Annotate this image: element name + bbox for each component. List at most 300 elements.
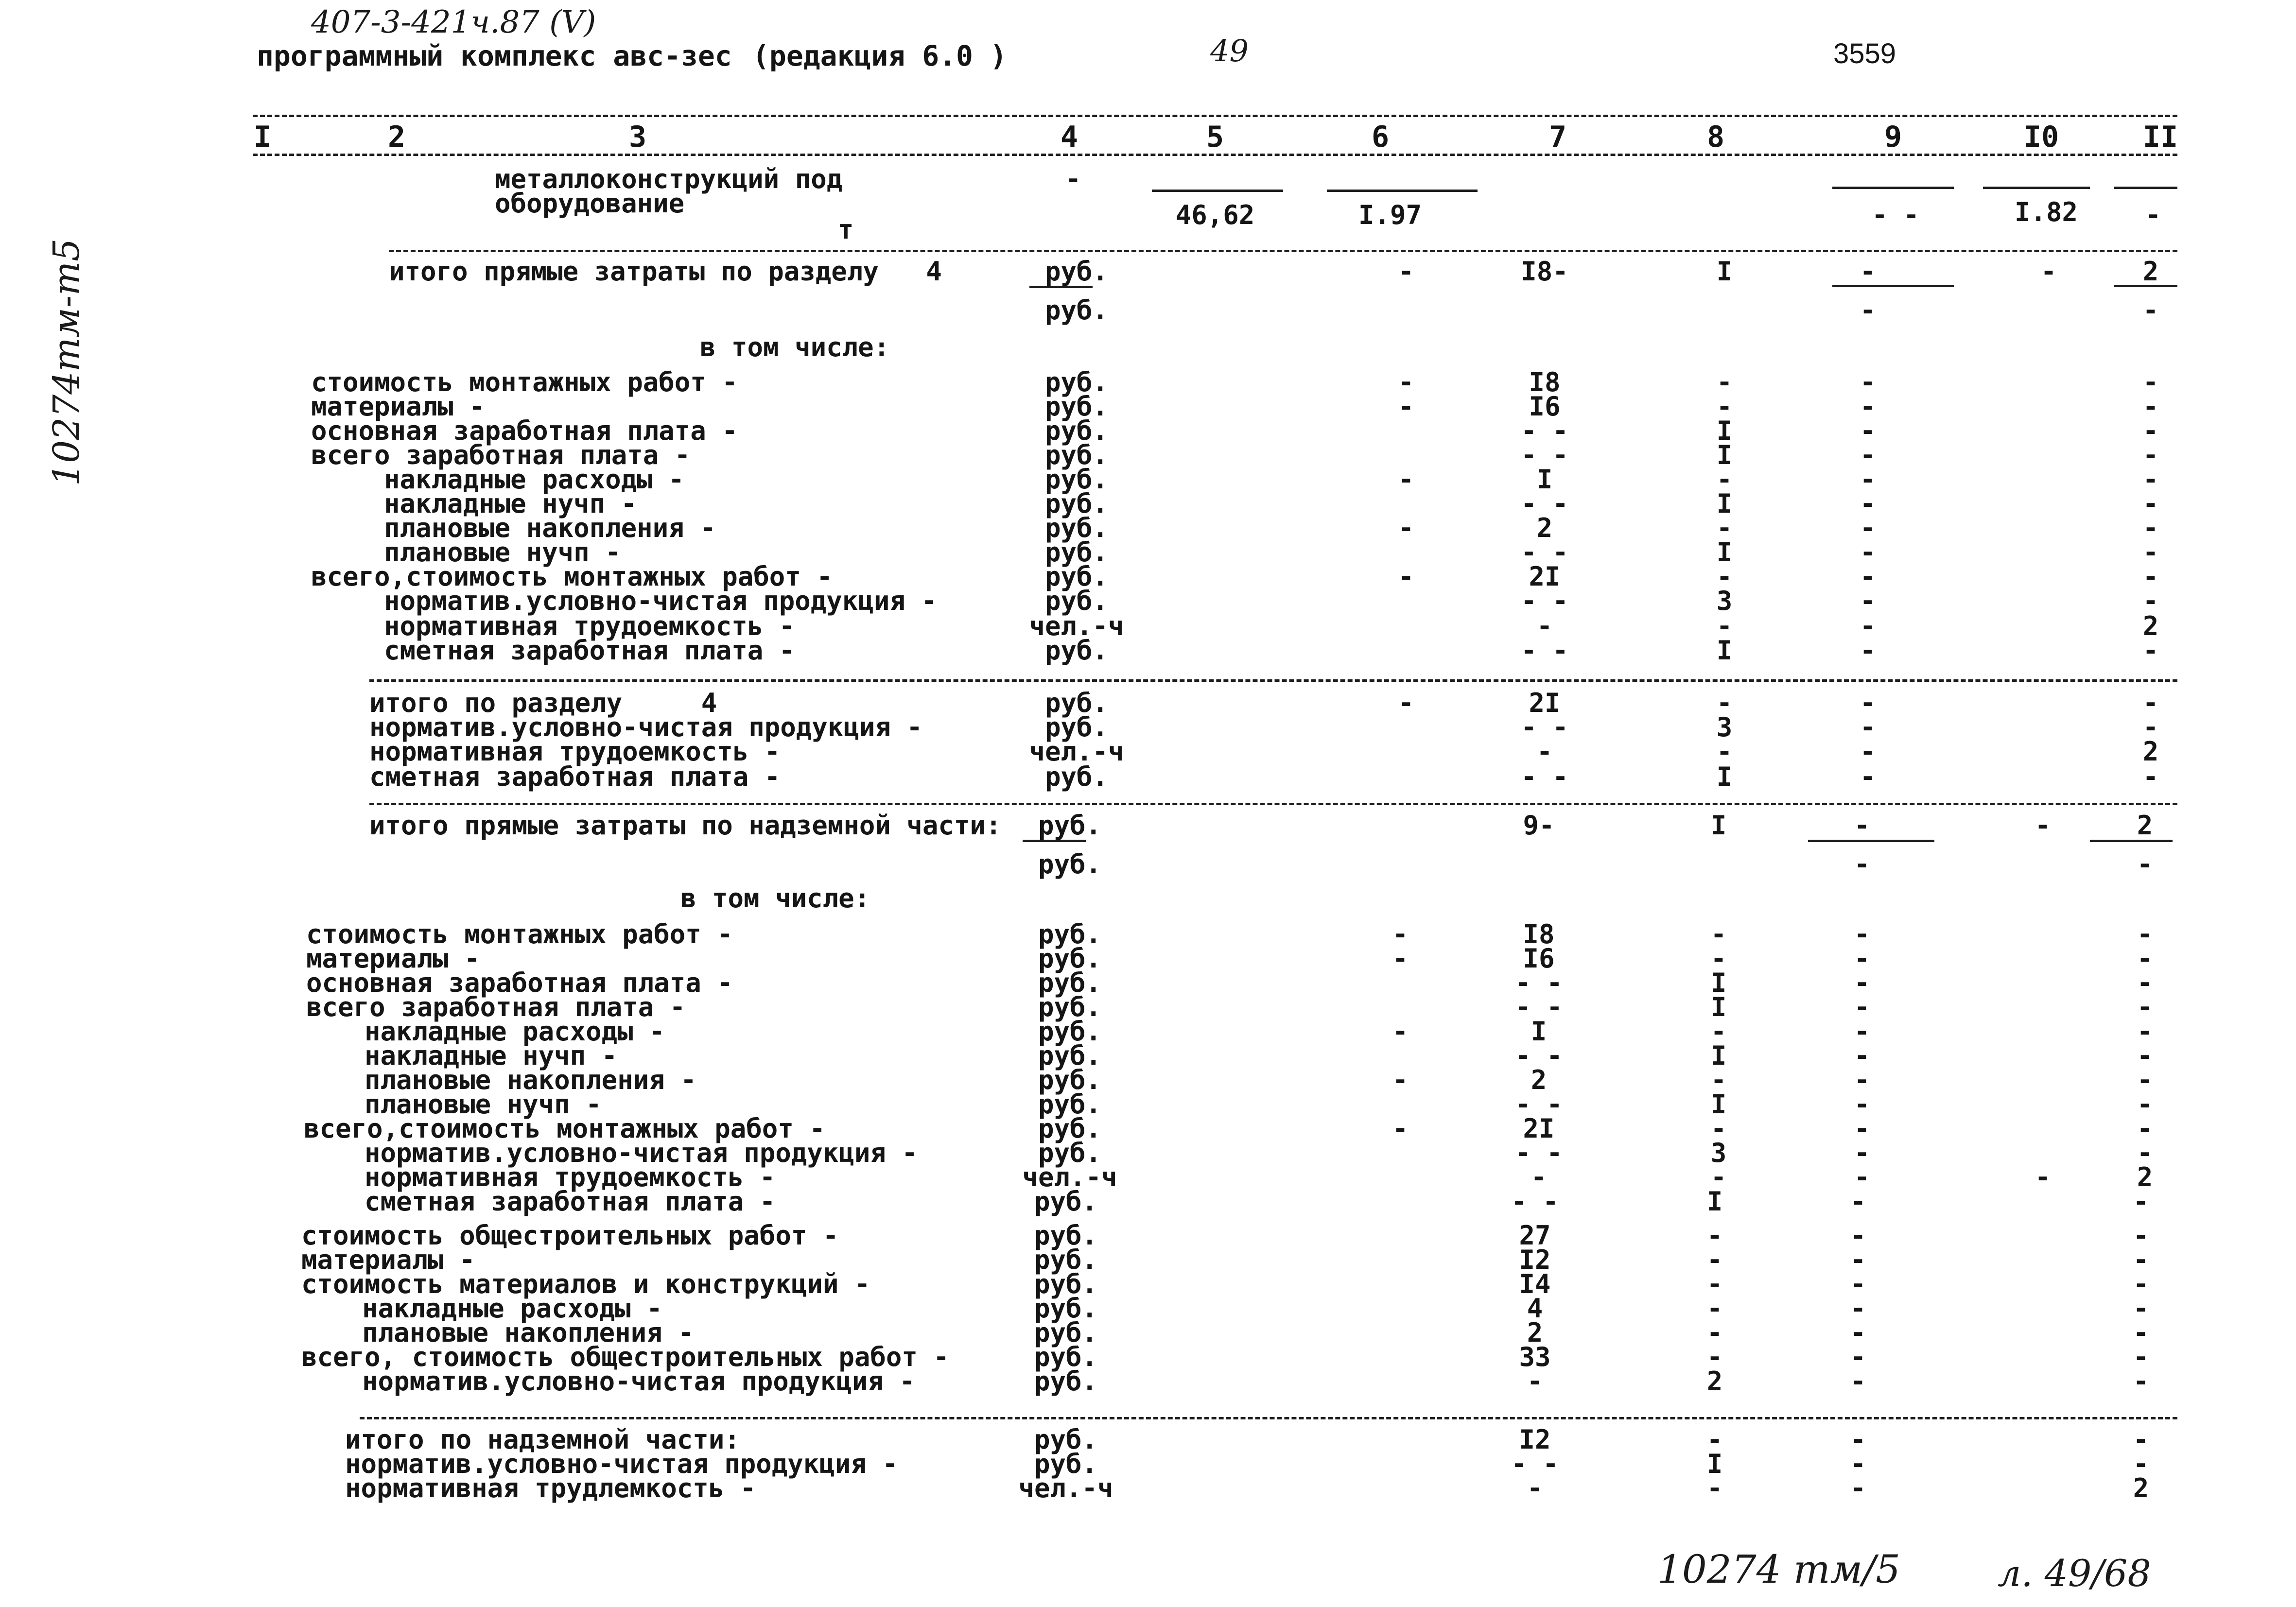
column-number-6: 6 xyxy=(1371,120,1390,154)
row-value-col8: I xyxy=(1710,1040,1727,1071)
row-value-col8: - xyxy=(1706,1269,1723,1299)
row-value-col8: - xyxy=(1710,1113,1727,1144)
row-value-col8: I xyxy=(1710,1089,1727,1120)
row-value-col8: I xyxy=(1716,537,1733,568)
row-unit: руб. xyxy=(1038,849,1102,880)
row-value-col11: - xyxy=(2133,1269,2149,1299)
row-unit: руб. xyxy=(1038,1113,1102,1144)
row-unit: руб. xyxy=(1034,1342,1098,1372)
row-value-col8: - xyxy=(1716,688,1733,718)
row-value-col11: 2 xyxy=(2137,1162,2153,1192)
row-label: сметная заработная плата - xyxy=(365,1186,776,1217)
row-value-col8: - xyxy=(1710,919,1727,950)
row-value-col9: - xyxy=(1860,513,1876,543)
row-value-col11: - xyxy=(2142,688,2159,718)
row-value-col9: - xyxy=(1860,761,1876,792)
row-value-col11: - xyxy=(2142,391,2159,422)
row-value-col11: - xyxy=(2142,561,2159,592)
row-value-col9: - xyxy=(1854,1138,1870,1168)
row-value-col6: - xyxy=(1392,1113,1409,1144)
row-value-col9: - xyxy=(1860,256,1876,287)
row-unit: руб. xyxy=(1034,1220,1098,1251)
row-value-col7: 4 xyxy=(1527,1293,1543,1324)
row-value-col8: - xyxy=(1710,943,1727,974)
row-value-col8: I xyxy=(1716,635,1733,666)
row-label: плановые нучп - xyxy=(384,537,621,568)
row-value-col9: - xyxy=(1854,1113,1870,1144)
row-label: стоимость материалов и конструкций - xyxy=(301,1269,870,1299)
row-unit: руб. xyxy=(1034,1293,1098,1324)
row-value-col8: - xyxy=(1716,611,1733,641)
row-value-col9: - xyxy=(1850,1220,1866,1251)
top-block-label-2: оборудование xyxy=(495,188,685,219)
row-label: нормативная трудоемкость - xyxy=(369,736,781,767)
row-value-col7: 9- xyxy=(1523,810,1555,841)
top-block-col6: I.97 xyxy=(1358,200,1422,230)
row-value-col8: - xyxy=(1706,1220,1723,1251)
separator-section-4-total xyxy=(369,679,2177,682)
row-value-col9: - xyxy=(1860,611,1876,641)
row-unit: руб. xyxy=(1044,391,1109,422)
row-value-col7: - - xyxy=(1515,992,1563,1022)
row-unit: руб. xyxy=(1038,1089,1102,1120)
row-value-col9: - xyxy=(1860,415,1876,446)
row-label: всего,стоимость монтажных работ - xyxy=(311,561,833,592)
row-value-col9: - xyxy=(1860,736,1876,767)
row-unit: чел.-ч xyxy=(1029,736,1124,767)
column-number-10: I0 xyxy=(2023,120,2059,154)
row-label: накладные нучп - xyxy=(365,1040,618,1071)
row-value-col11: - xyxy=(2137,943,2153,974)
row-value-col9: - xyxy=(1850,1424,1866,1455)
row-label: норматив.условно-чистая продукция - xyxy=(369,712,922,743)
row-value-col11: - xyxy=(2142,761,2159,792)
row-value-col7: - - xyxy=(1521,537,1568,568)
row-value-col8: - xyxy=(1716,736,1733,767)
row-unit: руб. xyxy=(1034,1317,1098,1348)
row-value-col11: 2 xyxy=(2142,736,2159,767)
row-value-col7: - - xyxy=(1521,761,1568,792)
column-number-5: 5 xyxy=(1206,120,1224,154)
row-value-col8: I xyxy=(1716,488,1733,519)
row-value-col10: - xyxy=(2040,256,2057,287)
row-label: накладные расходы - xyxy=(365,1016,665,1047)
row-value-col9: - xyxy=(1860,635,1876,666)
row-value-col9: - xyxy=(1854,849,1870,880)
row-label: норматив.условно-чистая продукция - xyxy=(362,1366,915,1397)
column-number-4: 4 xyxy=(1060,120,1078,154)
row-value-col11: - xyxy=(2137,919,2153,950)
column-number-2: 2 xyxy=(387,120,406,154)
row-value-col11: - xyxy=(2137,1138,2153,1168)
row-value-col8: - xyxy=(1710,1016,1727,1047)
row-value-col9: - xyxy=(1850,1366,1866,1397)
row-label: основная заработная плата - xyxy=(306,968,733,998)
row-value-col11: - xyxy=(2142,635,2159,666)
row-unit: руб. xyxy=(1038,1040,1102,1071)
row-value-col7: 2 xyxy=(1536,513,1553,543)
row-label: сметная заработная плата - xyxy=(384,635,795,666)
row-value-col8: - xyxy=(1716,391,1733,422)
separator-aboveground-part xyxy=(360,1417,2177,1419)
row-value-col7: I2 xyxy=(1519,1424,1551,1455)
row-value-col8: I xyxy=(1706,1186,1723,1217)
row-value-col8: 2 xyxy=(1706,1366,1723,1397)
row-value-col11: - xyxy=(2133,1449,2149,1479)
row-value-col8: - xyxy=(1710,1065,1727,1095)
row-value-col11: - xyxy=(2137,1065,2153,1095)
row-value-col9: - xyxy=(1860,464,1876,495)
row-unit: руб. xyxy=(1034,1366,1098,1397)
row-value-col7: - xyxy=(1536,736,1553,767)
row-value-col7: I8 xyxy=(1529,367,1561,397)
row-value-col6: - xyxy=(1398,256,1414,287)
row-value-col11: - xyxy=(2137,992,2153,1022)
row-value-col11: 2 xyxy=(2133,1473,2149,1503)
top-block-col4-dash: - xyxy=(1065,164,1081,194)
row-label: стоимость монтажных работ - xyxy=(311,367,738,397)
row-unit: руб. xyxy=(1034,1244,1098,1275)
row-value-col8: I xyxy=(1716,415,1733,446)
row-unit: руб. xyxy=(1044,561,1109,592)
document-number: 3559 xyxy=(1833,38,1896,69)
row-value-col11: - xyxy=(2133,1293,2149,1324)
row-value-col11: - xyxy=(2142,415,2159,446)
row-value-col7: I6 xyxy=(1529,391,1561,422)
top-block-rule-col10 xyxy=(1983,187,2090,189)
row-value-col7: - xyxy=(1531,1162,1547,1192)
row-value-col7: - - xyxy=(1521,488,1568,519)
row-label: норматив.условно-чистая продукция - xyxy=(384,586,937,616)
separator-section-4-top xyxy=(389,250,2177,252)
row-value-col6: - xyxy=(1392,1065,1409,1095)
row-value-col9: - xyxy=(1854,1162,1870,1192)
row-label: нормативная трудоемкость - xyxy=(365,1162,776,1192)
row-value-col9: - xyxy=(1850,1269,1866,1299)
row-value-col11: 2 xyxy=(2142,611,2159,641)
top-block-col9: - - xyxy=(1872,200,1919,230)
row-label: материалы - xyxy=(306,943,480,974)
row-value-col9: - xyxy=(1860,295,1876,326)
row-unit: чел.-ч xyxy=(1029,611,1124,641)
row-value-col9: - xyxy=(1860,537,1876,568)
row-value-col7: - - xyxy=(1521,712,1568,743)
row-value-col7: - - xyxy=(1511,1449,1559,1479)
row-value-col8: I xyxy=(1706,1449,1723,1479)
row-value-col6: - xyxy=(1398,513,1414,543)
row-value-col9: - xyxy=(1854,1089,1870,1120)
row-value-col7: I8- xyxy=(1521,256,1568,287)
row-unit: руб. xyxy=(1044,488,1109,519)
column-number-1: I xyxy=(253,120,272,154)
row-value-col7: - - xyxy=(1515,1138,1563,1168)
row-value-col7: 2 xyxy=(1531,1065,1547,1095)
row-label: плановые накопления - xyxy=(362,1317,694,1348)
row-unit: руб. xyxy=(1034,1424,1098,1455)
row-label: накладные нучп - xyxy=(384,488,637,519)
row-unit: руб. xyxy=(1044,688,1109,718)
row-value-col8: - xyxy=(1706,1244,1723,1275)
row-value-col7: - - xyxy=(1515,968,1563,998)
row-value-col11: - xyxy=(2142,367,2159,397)
row-unit: руб. xyxy=(1038,968,1102,998)
row-value-col11: - xyxy=(2133,1220,2149,1251)
row-value-col9: - xyxy=(1854,810,1870,841)
row-value-col11: 2 xyxy=(2142,256,2159,287)
row-label: накладные расходы - xyxy=(362,1293,662,1324)
row-value-col11: - xyxy=(2137,968,2153,998)
row-unit: руб. xyxy=(1044,256,1109,287)
row-value-col10: - xyxy=(2035,1162,2051,1192)
row-value-col9: - xyxy=(1860,586,1876,616)
underline-r20-col11 xyxy=(2090,840,2173,842)
row-value-col7: I xyxy=(1531,1016,1547,1047)
column-number-11: II xyxy=(2142,120,2178,154)
header-rule-top xyxy=(253,115,2177,117)
top-block-label-1: металлоконструкций под xyxy=(495,164,843,194)
footer-album-code: 10274 тм/5 xyxy=(1657,1547,1900,1592)
row-value-col9: - xyxy=(1854,943,1870,974)
row-unit: руб. xyxy=(1038,1016,1102,1047)
column-number-9: 9 xyxy=(1884,120,1902,154)
row-value-col7: I2 xyxy=(1519,1244,1551,1275)
row-value-col8: - xyxy=(1706,1317,1723,1348)
row-value-col7: 2I xyxy=(1529,688,1561,718)
row-unit: руб. xyxy=(1034,1186,1098,1217)
row-label: итого прямые затраты по надземной части: xyxy=(369,810,1002,841)
row-label: всего заработная плата - xyxy=(311,440,691,470)
margin-note: 10274тм-т5 xyxy=(46,238,87,486)
row-label: в том числе: xyxy=(700,332,890,363)
top-block-rule-col6 xyxy=(1327,190,1478,192)
row-value-col8: I xyxy=(1710,810,1727,841)
row-value-col9: - xyxy=(1850,1342,1866,1372)
row-value-col9: - xyxy=(1854,919,1870,950)
row-label: сметная заработная плата - xyxy=(369,761,781,792)
row-label: итого прямые затраты по разделу 4 xyxy=(389,256,942,287)
row-value-col11: - xyxy=(2133,1317,2149,1348)
row-value-col8: I xyxy=(1710,968,1727,998)
row-unit: руб. xyxy=(1044,415,1109,446)
row-value-col7: - - xyxy=(1521,415,1568,446)
row-value-col11: - xyxy=(2133,1186,2149,1217)
row-value-col11: - xyxy=(2137,849,2153,880)
row-value-col8: 3 xyxy=(1716,586,1733,616)
row-label: нормативная трудоемкость - xyxy=(384,611,795,641)
row-value-col7: - - xyxy=(1515,1089,1563,1120)
row-value-col10: - xyxy=(2035,810,2051,841)
top-block-rule-col5 xyxy=(1152,190,1283,192)
row-value-col6: - xyxy=(1392,943,1409,974)
row-value-col11: - xyxy=(2133,1342,2149,1372)
row-unit: руб. xyxy=(1038,919,1102,950)
row-value-col9: - xyxy=(1860,440,1876,470)
row-value-col9: - xyxy=(1850,1449,1866,1479)
row-value-col11: - xyxy=(2133,1244,2149,1275)
row-value-col9: - xyxy=(1854,992,1870,1022)
row-value-col8: 3 xyxy=(1716,712,1733,743)
footer-sheet-number: л. 49/68 xyxy=(1998,1552,2151,1595)
row-value-col7: I8 xyxy=(1523,919,1555,950)
top-block-rule-col9 xyxy=(1832,187,1954,189)
row-value-col11: - xyxy=(2142,464,2159,495)
row-value-col6: - xyxy=(1398,367,1414,397)
row-value-col11: - xyxy=(2142,488,2159,519)
row-value-col11: - xyxy=(2142,295,2159,326)
row-unit: руб. xyxy=(1044,586,1109,616)
row-value-col7: 2I xyxy=(1529,561,1561,592)
row-unit: руб. xyxy=(1038,943,1102,974)
row-label: материалы - xyxy=(301,1244,475,1275)
row-label: итого по разделу 4 xyxy=(369,688,717,718)
row-value-col8: - xyxy=(1706,1293,1723,1324)
row-value-col8: 3 xyxy=(1710,1138,1727,1168)
row-unit: чел.-ч xyxy=(1018,1473,1113,1503)
row-unit: руб. xyxy=(1044,761,1109,792)
row-value-col7: - - xyxy=(1521,635,1568,666)
row-unit: руб. xyxy=(1044,367,1109,397)
top-block-col11: - xyxy=(2145,200,2161,230)
edition-label: (редакция 6.0 ) xyxy=(752,39,1007,72)
row-unit: руб. xyxy=(1044,635,1109,666)
row-value-col9: - xyxy=(1850,1473,1866,1503)
row-value-col9: - xyxy=(1860,688,1876,718)
row-label: итого по надземной части: xyxy=(345,1424,740,1455)
column-number-7: 7 xyxy=(1548,120,1567,154)
row-unit: руб. xyxy=(1038,810,1102,841)
row-value-col7: I xyxy=(1536,464,1553,495)
row-value-col11: - xyxy=(2142,586,2159,616)
separator-aboveground-total xyxy=(369,803,2177,805)
row-value-col7: 33 xyxy=(1519,1342,1551,1372)
row-value-col9: - xyxy=(1854,1065,1870,1095)
row-value-col8: I xyxy=(1716,761,1733,792)
row-label: стоимость общестроительных работ - xyxy=(301,1220,839,1251)
row-unit: руб. xyxy=(1038,1138,1102,1168)
row-value-col9: - xyxy=(1860,391,1876,422)
row-value-col8: - xyxy=(1706,1424,1723,1455)
row-unit: руб. xyxy=(1034,1269,1098,1299)
row-value-col9: - xyxy=(1850,1186,1866,1217)
row-label: стоимость монтажных работ - xyxy=(306,919,733,950)
row-unit: руб. xyxy=(1044,537,1109,568)
row-unit: руб. xyxy=(1044,712,1109,743)
row-label: нормативная трудлемкость - xyxy=(345,1473,756,1503)
row-value-col11: - xyxy=(2137,1089,2153,1120)
row-value-col6: - xyxy=(1398,688,1414,718)
top-block-col10: I.82 xyxy=(2014,197,2078,227)
row-label: всего,стоимость монтажных работ - xyxy=(304,1113,825,1144)
row-value-col7: I6 xyxy=(1523,943,1555,974)
row-value-col6: - xyxy=(1392,1016,1409,1047)
row-label: плановые накопления - xyxy=(365,1065,696,1095)
row-value-col9: - xyxy=(1850,1293,1866,1324)
row-label: материалы - xyxy=(311,391,485,422)
column-number-3: 3 xyxy=(628,120,647,154)
column-number-8: 8 xyxy=(1706,120,1725,154)
row-value-col7: 27 xyxy=(1519,1220,1551,1251)
program-title: программный комплекс авс-зес xyxy=(257,39,732,72)
row-value-col6: - xyxy=(1392,919,1409,950)
doc-code-handwritten: 407-3-421ч.87 (V) xyxy=(311,4,596,40)
row-value-col8: - xyxy=(1716,513,1733,543)
row-unit: руб. xyxy=(1044,440,1109,470)
row-value-col6: - xyxy=(1398,391,1414,422)
row-value-col9: - xyxy=(1854,1040,1870,1071)
row-value-col11: - xyxy=(2137,1113,2153,1144)
row-value-col9: - xyxy=(1860,712,1876,743)
row-value-col9: - xyxy=(1854,968,1870,998)
row-value-col8: - xyxy=(1706,1342,1723,1372)
top-block-unit: т xyxy=(837,214,854,245)
row-value-col6: - xyxy=(1398,561,1414,592)
row-value-col7: I4 xyxy=(1519,1269,1551,1299)
row-value-col7: - xyxy=(1527,1366,1543,1397)
row-label: всего, стоимость общестроительных работ - xyxy=(301,1342,949,1372)
row-value-col9: - xyxy=(1850,1317,1866,1348)
row-value-col8: - xyxy=(1706,1473,1723,1503)
row-label: в том числе: xyxy=(680,883,870,914)
row-value-col8: - xyxy=(1716,561,1733,592)
row-label: норматив.условно-чистая продукция - xyxy=(365,1138,918,1168)
row-label: накладные расходы - xyxy=(384,464,684,495)
row-value-col6: - xyxy=(1398,464,1414,495)
row-unit: чел.-ч xyxy=(1022,1162,1117,1192)
row-value-col8: I xyxy=(1710,992,1727,1022)
row-value-col11: - xyxy=(2133,1366,2149,1397)
row-value-col8: I xyxy=(1716,256,1733,287)
row-value-col11: - xyxy=(2133,1424,2149,1455)
row-value-col7: - - xyxy=(1521,586,1568,616)
row-value-col11: - xyxy=(2142,537,2159,568)
row-label: основная заработная плата - xyxy=(311,415,738,446)
row-value-col11: - xyxy=(2142,712,2159,743)
top-block-col5: 46,62 xyxy=(1175,200,1255,230)
row-value-col7: 2 xyxy=(1527,1317,1543,1348)
row-value-col9: - xyxy=(1860,561,1876,592)
row-label: плановые нучп - xyxy=(365,1089,602,1120)
row-value-col11: - xyxy=(2142,440,2159,470)
row-unit: руб. xyxy=(1044,513,1109,543)
row-value-col11: 2 xyxy=(2137,810,2153,841)
row-value-col9: - xyxy=(1850,1244,1866,1275)
row-label: всего заработная плата - xyxy=(306,992,686,1022)
row-value-col11: - xyxy=(2137,1016,2153,1047)
row-value-col7: - xyxy=(1527,1473,1543,1503)
row-value-col9: - xyxy=(1860,488,1876,519)
row-unit: руб. xyxy=(1038,992,1102,1022)
row-unit: руб. xyxy=(1044,295,1109,326)
underline-r0-col9 xyxy=(1832,285,1954,287)
row-value-col7: 2I xyxy=(1523,1113,1555,1144)
row-value-col8: I xyxy=(1716,440,1733,470)
row-value-col7: - - xyxy=(1511,1186,1559,1217)
row-value-col11: - xyxy=(2142,513,2159,543)
row-unit: руб. xyxy=(1034,1449,1098,1479)
row-value-col8: - xyxy=(1716,464,1733,495)
row-value-col9: - xyxy=(1860,367,1876,397)
top-block-rule-col11 xyxy=(2114,187,2177,189)
row-value-col8: - xyxy=(1716,367,1733,397)
row-unit: руб. xyxy=(1038,1065,1102,1095)
row-label: плановые накопления - xyxy=(384,513,716,543)
row-unit: руб. xyxy=(1044,464,1109,495)
page-number: 49 xyxy=(1210,33,1249,69)
row-value-col11: - xyxy=(2137,1040,2153,1071)
underline-r20-col9 xyxy=(1808,840,1934,842)
row-label: норматив.условно-чистая продукция - xyxy=(345,1449,898,1479)
row-value-col7: - xyxy=(1536,611,1553,641)
